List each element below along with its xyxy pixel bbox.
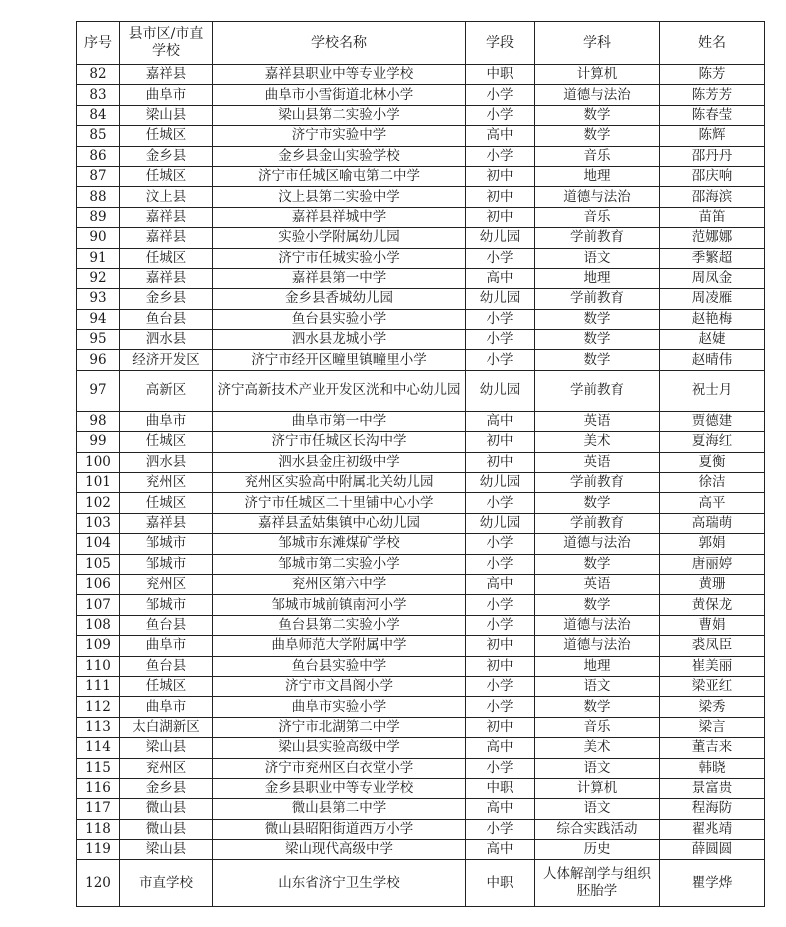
row-district: 鱼台县 <box>120 309 213 329</box>
row-index: 107 <box>77 595 120 615</box>
row-name: 夏衡 <box>660 452 765 472</box>
row-stage: 高中 <box>466 799 535 819</box>
row-name: 周凤金 <box>660 268 765 288</box>
row-district: 梁山县 <box>120 840 213 860</box>
row-stage: 幼儿园 <box>466 370 535 411</box>
row-district: 金乡县 <box>120 778 213 798</box>
row-district: 泗水县 <box>120 452 213 472</box>
row-subject: 学前教育 <box>535 473 660 493</box>
table-row <box>77 738 765 758</box>
row-index: 93 <box>77 289 120 309</box>
row-stage: 小学 <box>466 309 535 329</box>
row-index: 108 <box>77 615 120 635</box>
table-row <box>77 166 765 186</box>
table-row <box>77 697 765 717</box>
row-subject: 地理 <box>535 656 660 676</box>
row-district: 曲阜市 <box>120 85 213 105</box>
table-row <box>77 473 765 493</box>
row-name: 翟兆靖 <box>660 819 765 839</box>
row-school: 济宁市任城实验小学 <box>213 248 466 268</box>
table-row <box>77 534 765 554</box>
table-row <box>77 840 765 860</box>
row-subject: 道德与法治 <box>535 636 660 656</box>
row-subject: 数学 <box>535 595 660 615</box>
header-school: 学校名称 <box>213 22 466 65</box>
row-school: 曲阜市第一中学 <box>213 411 466 431</box>
row-name: 郭娟 <box>660 534 765 554</box>
row-name: 祝士月 <box>660 370 765 411</box>
row-subject: 美术 <box>535 432 660 452</box>
row-subject: 计算机 <box>535 778 660 798</box>
row-subject: 学前教育 <box>535 289 660 309</box>
row-name: 贾德建 <box>660 411 765 431</box>
header-name: 姓名 <box>660 22 765 65</box>
row-district: 嘉祥县 <box>120 228 213 248</box>
row-district: 曲阜市 <box>120 411 213 431</box>
row-stage: 中职 <box>466 860 535 907</box>
table-row <box>77 819 765 839</box>
table-row <box>77 778 765 798</box>
row-name: 梁亚红 <box>660 676 765 696</box>
row-stage: 小学 <box>466 493 535 513</box>
table-row <box>77 309 765 329</box>
row-name: 黄珊 <box>660 574 765 594</box>
row-stage: 初中 <box>466 207 535 227</box>
header-stage: 学段 <box>466 22 535 65</box>
row-school: 金乡县金山实验学校 <box>213 146 466 166</box>
row-name: 唐丽婷 <box>660 554 765 574</box>
row-district: 嘉祥县 <box>120 513 213 533</box>
row-district: 梁山县 <box>120 738 213 758</box>
row-stage: 小学 <box>466 554 535 574</box>
row-subject: 语文 <box>535 676 660 696</box>
row-stage: 初中 <box>466 717 535 737</box>
row-district: 曲阜市 <box>120 636 213 656</box>
row-name: 陈芳芳 <box>660 85 765 105</box>
table-row <box>77 146 765 166</box>
row-district: 兖州区 <box>120 473 213 493</box>
table-row <box>77 411 765 431</box>
row-school: 济宁市实验中学 <box>213 126 466 146</box>
table-row <box>77 330 765 350</box>
row-school: 邹城市第二实验小学 <box>213 554 466 574</box>
row-stage: 小学 <box>466 595 535 615</box>
row-index: 86 <box>77 146 120 166</box>
row-school: 邹城市东滩煤矿学校 <box>213 534 466 554</box>
table-row <box>77 615 765 635</box>
row-school: 嘉祥县祥城中学 <box>213 207 466 227</box>
row-district: 微山县 <box>120 819 213 839</box>
row-subject: 学前教育 <box>535 228 660 248</box>
row-index: 110 <box>77 656 120 676</box>
row-school: 山东省济宁卫生学校 <box>213 860 466 907</box>
table-row <box>77 268 765 288</box>
row-school: 邹城市城前镇南河小学 <box>213 595 466 615</box>
header-subject: 学科 <box>535 22 660 65</box>
row-name: 赵婕 <box>660 330 765 350</box>
row-subject: 地理 <box>535 166 660 186</box>
row-subject: 数学 <box>535 330 660 350</box>
row-stage: 小学 <box>466 248 535 268</box>
row-index: 85 <box>77 126 120 146</box>
table-row <box>77 187 765 207</box>
row-district: 邹城市 <box>120 595 213 615</box>
table-row <box>77 207 765 227</box>
row-district: 泗水县 <box>120 330 213 350</box>
row-index: 106 <box>77 574 120 594</box>
row-index: 98 <box>77 411 120 431</box>
row-name: 苗笛 <box>660 207 765 227</box>
row-subject: 音乐 <box>535 717 660 737</box>
row-name: 董吉来 <box>660 738 765 758</box>
row-subject: 数学 <box>535 493 660 513</box>
row-district: 嘉祥县 <box>120 207 213 227</box>
row-school: 济宁市任城区长沟中学 <box>213 432 466 452</box>
row-index: 87 <box>77 166 120 186</box>
row-index: 105 <box>77 554 120 574</box>
row-subject: 地理 <box>535 268 660 288</box>
row-index: 114 <box>77 738 120 758</box>
table-row <box>77 289 765 309</box>
row-district: 兖州区 <box>120 758 213 778</box>
row-name: 瞿学烨 <box>660 860 765 907</box>
row-school: 曲阜师范大学附属中学 <box>213 636 466 656</box>
row-school: 济宁高新技术产业开发区洸和中心幼儿园 <box>213 370 466 411</box>
table-row <box>77 717 765 737</box>
row-name: 赵晴伟 <box>660 350 765 370</box>
header-row <box>77 22 765 65</box>
row-name: 赵艳梅 <box>660 309 765 329</box>
row-index: 90 <box>77 228 120 248</box>
row-name: 程海防 <box>660 799 765 819</box>
row-stage: 小学 <box>466 85 535 105</box>
table-row <box>77 432 765 452</box>
row-school: 济宁市文昌阁小学 <box>213 676 466 696</box>
row-school: 金乡县香城幼儿园 <box>213 289 466 309</box>
row-school: 嘉祥县第一中学 <box>213 268 466 288</box>
row-index: 119 <box>77 840 120 860</box>
table-row <box>77 228 765 248</box>
row-index: 120 <box>77 860 120 907</box>
row-stage: 小学 <box>466 615 535 635</box>
row-district: 鱼台县 <box>120 615 213 635</box>
row-district: 金乡县 <box>120 289 213 309</box>
row-school: 泗水县金庄初级中学 <box>213 452 466 472</box>
row-name: 韩晓 <box>660 758 765 778</box>
row-name: 季繁超 <box>660 248 765 268</box>
table-row <box>77 350 765 370</box>
row-district: 梁山县 <box>120 105 213 125</box>
table-row <box>77 860 765 907</box>
row-stage: 幼儿园 <box>466 473 535 493</box>
row-subject: 数学 <box>535 554 660 574</box>
table-row <box>77 799 765 819</box>
row-stage: 初中 <box>466 636 535 656</box>
row-subject: 数学 <box>535 350 660 370</box>
row-index: 96 <box>77 350 120 370</box>
row-index: 102 <box>77 493 120 513</box>
row-stage: 小学 <box>466 534 535 554</box>
row-school: 嘉祥县职业中等专业学校 <box>213 65 466 85</box>
row-index: 117 <box>77 799 120 819</box>
row-stage: 幼儿园 <box>466 289 535 309</box>
row-school: 微山县昭阳街道西万小学 <box>213 819 466 839</box>
teacher-roster-table <box>76 21 765 907</box>
row-name: 梁秀 <box>660 697 765 717</box>
row-index: 92 <box>77 268 120 288</box>
row-district: 鱼台县 <box>120 656 213 676</box>
row-school: 兖州区实验高中附属北关幼儿园 <box>213 473 466 493</box>
row-stage: 高中 <box>466 126 535 146</box>
row-subject: 数学 <box>535 126 660 146</box>
row-school: 汶上县第二实验中学 <box>213 187 466 207</box>
row-name: 范娜娜 <box>660 228 765 248</box>
row-index: 88 <box>77 187 120 207</box>
row-index: 94 <box>77 309 120 329</box>
header-index: 序号 <box>77 22 120 65</box>
row-stage: 高中 <box>466 411 535 431</box>
row-index: 109 <box>77 636 120 656</box>
table-row <box>77 126 765 146</box>
row-stage: 中职 <box>466 65 535 85</box>
row-school: 泗水县龙城小学 <box>213 330 466 350</box>
row-stage: 小学 <box>466 350 535 370</box>
row-district: 任城区 <box>120 248 213 268</box>
table-row <box>77 574 765 594</box>
row-name: 徐洁 <box>660 473 765 493</box>
row-index: 84 <box>77 105 120 125</box>
row-subject: 语文 <box>535 758 660 778</box>
row-stage: 小学 <box>466 146 535 166</box>
row-stage: 高中 <box>466 268 535 288</box>
row-stage: 高中 <box>466 840 535 860</box>
row-index: 83 <box>77 85 120 105</box>
row-name: 陈辉 <box>660 126 765 146</box>
row-district: 邹城市 <box>120 554 213 574</box>
row-subject: 数学 <box>535 697 660 717</box>
row-stage: 幼儿园 <box>466 228 535 248</box>
row-district: 任城区 <box>120 166 213 186</box>
row-district: 曲阜市 <box>120 697 213 717</box>
row-subject: 音乐 <box>535 146 660 166</box>
row-subject: 音乐 <box>535 207 660 227</box>
table-row <box>77 248 765 268</box>
row-school: 实验小学附属幼儿园 <box>213 228 466 248</box>
row-index: 95 <box>77 330 120 350</box>
row-subject: 道德与法治 <box>535 85 660 105</box>
row-stage: 初中 <box>466 656 535 676</box>
row-district: 经济开发区 <box>120 350 213 370</box>
table-row <box>77 452 765 472</box>
row-name: 崔美丽 <box>660 656 765 676</box>
row-name: 夏海红 <box>660 432 765 452</box>
row-stage: 高中 <box>466 738 535 758</box>
row-school: 微山县第二中学 <box>213 799 466 819</box>
row-district: 任城区 <box>120 432 213 452</box>
row-district: 金乡县 <box>120 146 213 166</box>
row-index: 100 <box>77 452 120 472</box>
row-school: 济宁市北湖第二中学 <box>213 717 466 737</box>
row-stage: 初中 <box>466 166 535 186</box>
row-name: 薛圆圆 <box>660 840 765 860</box>
row-subject: 道德与法治 <box>535 615 660 635</box>
row-district: 邹城市 <box>120 534 213 554</box>
row-subject: 美术 <box>535 738 660 758</box>
row-index: 115 <box>77 758 120 778</box>
row-school: 济宁市任城区喻屯第二中学 <box>213 166 466 186</box>
row-name: 梁言 <box>660 717 765 737</box>
table-row <box>77 105 765 125</box>
row-name: 高平 <box>660 493 765 513</box>
row-index: 116 <box>77 778 120 798</box>
row-name: 曹娟 <box>660 615 765 635</box>
row-district: 微山县 <box>120 799 213 819</box>
row-name: 黄保龙 <box>660 595 765 615</box>
roster-body <box>77 65 765 907</box>
roster-sheet <box>76 21 764 907</box>
row-school: 兖州区第六中学 <box>213 574 466 594</box>
row-name: 陈春莹 <box>660 105 765 125</box>
row-index: 101 <box>77 473 120 493</box>
row-subject: 人体解剖学与组织胚胎学 <box>535 860 660 907</box>
row-index: 82 <box>77 65 120 85</box>
row-school: 曲阜市实验小学 <box>213 697 466 717</box>
row-name: 周凌雁 <box>660 289 765 309</box>
row-stage: 小学 <box>466 676 535 696</box>
row-school: 济宁市任城区二十里铺中心小学 <box>213 493 466 513</box>
row-subject: 语文 <box>535 248 660 268</box>
row-school: 济宁市经开区疃里镇疃里小学 <box>213 350 466 370</box>
table-row <box>77 595 765 615</box>
row-subject: 道德与法治 <box>535 187 660 207</box>
row-school: 梁山县第二实验小学 <box>213 105 466 125</box>
row-stage: 小学 <box>466 819 535 839</box>
row-stage: 高中 <box>466 574 535 594</box>
row-district: 太白湖新区 <box>120 717 213 737</box>
row-subject: 英语 <box>535 411 660 431</box>
row-name: 高瑞萌 <box>660 513 765 533</box>
row-index: 89 <box>77 207 120 227</box>
row-index: 112 <box>77 697 120 717</box>
row-school: 济宁市兖州区白衣堂小学 <box>213 758 466 778</box>
row-subject: 计算机 <box>535 65 660 85</box>
row-stage: 幼儿园 <box>466 513 535 533</box>
table-row <box>77 758 765 778</box>
row-school: 梁山县实验高级中学 <box>213 738 466 758</box>
row-stage: 初中 <box>466 187 535 207</box>
row-subject: 语文 <box>535 799 660 819</box>
header-district: 县市区/市直学校 <box>120 22 213 65</box>
row-index: 91 <box>77 248 120 268</box>
row-stage: 小学 <box>466 330 535 350</box>
table-row <box>77 656 765 676</box>
row-subject: 历史 <box>535 840 660 860</box>
row-name: 裘凤臣 <box>660 636 765 656</box>
row-subject: 综合实践活动 <box>535 819 660 839</box>
row-index: 113 <box>77 717 120 737</box>
table-row <box>77 493 765 513</box>
row-subject: 英语 <box>535 574 660 594</box>
row-school: 嘉祥县孟姑集镇中心幼儿园 <box>213 513 466 533</box>
row-subject: 学前教育 <box>535 513 660 533</box>
row-index: 104 <box>77 534 120 554</box>
row-subject: 学前教育 <box>535 370 660 411</box>
row-name: 陈芳 <box>660 65 765 85</box>
row-school: 梁山现代高级中学 <box>213 840 466 860</box>
row-district: 嘉祥县 <box>120 65 213 85</box>
row-subject: 道德与法治 <box>535 534 660 554</box>
row-name: 景富贵 <box>660 778 765 798</box>
row-district: 兖州区 <box>120 574 213 594</box>
row-name: 邵庆响 <box>660 166 765 186</box>
row-index: 97 <box>77 370 120 411</box>
row-school: 金乡县职业中等专业学校 <box>213 778 466 798</box>
row-school: 鱼台县实验小学 <box>213 309 466 329</box>
row-stage: 小学 <box>466 758 535 778</box>
row-stage: 初中 <box>466 432 535 452</box>
row-district: 任城区 <box>120 676 213 696</box>
row-index: 103 <box>77 513 120 533</box>
row-subject: 数学 <box>535 309 660 329</box>
row-district: 任城区 <box>120 126 213 146</box>
row-stage: 小学 <box>466 105 535 125</box>
table-row <box>77 370 765 411</box>
table-row <box>77 513 765 533</box>
table-row <box>77 85 765 105</box>
table-row <box>77 676 765 696</box>
row-district: 嘉祥县 <box>120 268 213 288</box>
row-index: 99 <box>77 432 120 452</box>
row-index: 118 <box>77 819 120 839</box>
row-name: 邵丹丹 <box>660 146 765 166</box>
row-stage: 中职 <box>466 778 535 798</box>
row-stage: 小学 <box>466 697 535 717</box>
row-subject: 数学 <box>535 105 660 125</box>
row-subject: 英语 <box>535 452 660 472</box>
row-stage: 初中 <box>466 452 535 472</box>
table-row <box>77 554 765 574</box>
row-district: 市直学校 <box>120 860 213 907</box>
table-row <box>77 636 765 656</box>
row-index: 111 <box>77 676 120 696</box>
row-school: 曲阜市小雪街道北林小学 <box>213 85 466 105</box>
row-district: 汶上县 <box>120 187 213 207</box>
row-district: 任城区 <box>120 493 213 513</box>
row-school: 鱼台县实验中学 <box>213 656 466 676</box>
row-school: 鱼台县第二实验小学 <box>213 615 466 635</box>
table-row <box>77 65 765 85</box>
row-district: 高新区 <box>120 370 213 411</box>
row-name: 邵海滨 <box>660 187 765 207</box>
